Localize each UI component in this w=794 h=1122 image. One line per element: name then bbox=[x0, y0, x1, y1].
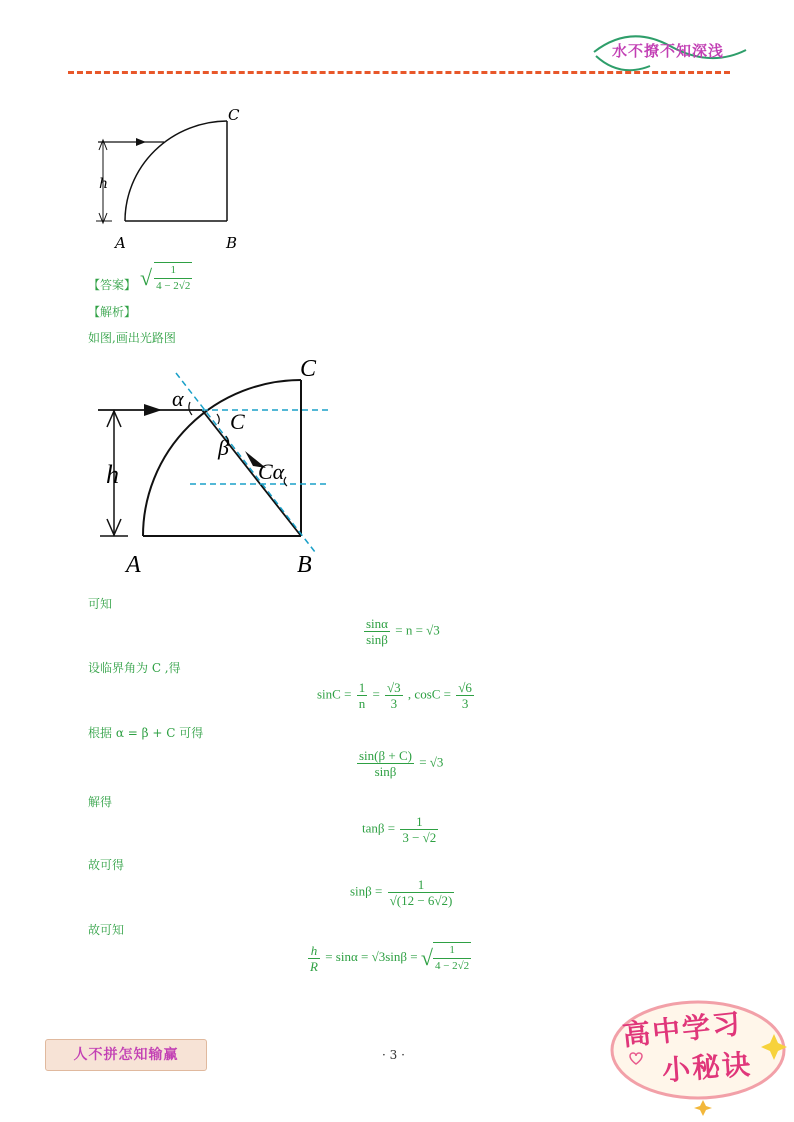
step-5-equation: sinβ = $\frac{1}{√(12 - 6√2)}$ bbox=[350, 877, 453, 908]
fig2-label-alpha: α bbox=[172, 386, 184, 411]
fig2-label-beta: β bbox=[218, 435, 229, 460]
fig1-label-b: B bbox=[226, 234, 238, 252]
header-divider bbox=[68, 71, 730, 74]
figure-light-path bbox=[90, 355, 340, 585]
study-tips-badge bbox=[604, 998, 790, 1118]
answer-value: √ $\frac{1}{4 - 2√2}$ bbox=[140, 264, 191, 292]
fig2-label-c-refr: C bbox=[230, 409, 245, 434]
step-6-text: 故可知 bbox=[88, 923, 125, 937]
page-number: · 3 · bbox=[382, 1048, 405, 1062]
fig2-label-c-alpha: Cα bbox=[258, 459, 285, 484]
fig2-label-a: A bbox=[126, 552, 141, 578]
fig2-label-h: h bbox=[106, 460, 119, 489]
footer-motto: 人不拼怎知输赢 bbox=[45, 1039, 207, 1071]
step-5-text: 故可得 bbox=[88, 858, 125, 872]
step-4-equation: tanβ = $\frac{1}{3 - √2}$ bbox=[362, 814, 437, 845]
fig1-label-c: C bbox=[228, 106, 240, 124]
badge-line-2: 小秘诀 bbox=[661, 1047, 754, 1088]
analysis-intro: 如图,画出光路图 bbox=[88, 331, 176, 345]
step-3-text: 根据 α = β + C 可得 bbox=[88, 726, 204, 740]
fig1-label-h: h bbox=[99, 176, 109, 192]
header-slogan: 水不撩不知深浅 bbox=[612, 42, 725, 60]
badge-line-1: 高中学习 bbox=[620, 1006, 744, 1053]
step-3-equation: $\frac{\sin(\beta + C)}{\sin\beta}$ = √3 bbox=[359, 748, 444, 779]
answer-label: 【答案】 bbox=[88, 278, 137, 292]
fig2-label-b: B bbox=[297, 552, 312, 578]
step-2-equation: sinC = $\frac{1}{n}$ = $\frac{√3}{3}$ , cosC = $\frac{√6}{3}$ bbox=[317, 680, 472, 711]
step-4-text: 解得 bbox=[88, 795, 113, 809]
step-1-text: 可知 bbox=[88, 597, 113, 611]
fig2-label-c-top: C bbox=[300, 356, 317, 382]
step-6-equation: $\frac{h}{R}$ = sinα = √3sinβ = √ $\frac{1}{4 - 2√2}$ bbox=[310, 942, 470, 974]
step-2-text: 设临界角为 C ,得 bbox=[88, 661, 181, 675]
fig1-label-a: A bbox=[115, 234, 126, 252]
analysis-label: 【解析】 bbox=[88, 305, 137, 319]
step-1-equation: $\frac{\sin\alpha}{\sin\beta}$ = n = √3 bbox=[366, 616, 440, 647]
